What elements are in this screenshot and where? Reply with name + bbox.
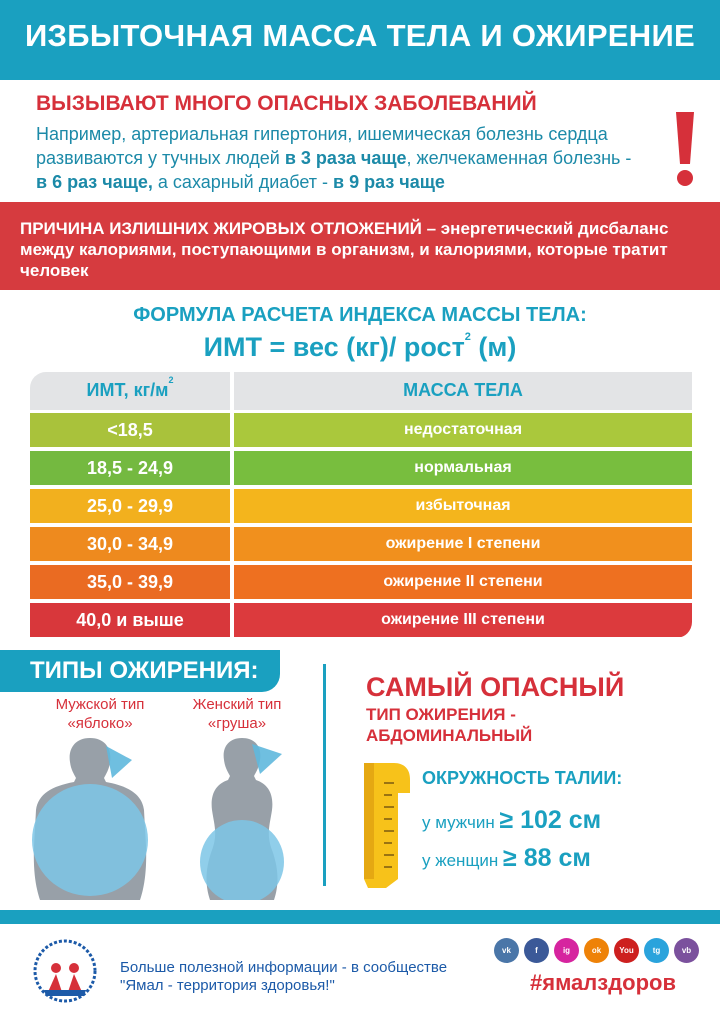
diseases-text-2: , желчекаменная болезнь - (406, 148, 632, 168)
diseases-text-3: а сахарный диабет - (152, 172, 334, 192)
female-silhouette-icon (200, 738, 284, 900)
bmi-range: 40,0 и выше (30, 603, 230, 637)
male-type-label: Мужской тип «яблоко» (55, 696, 145, 732)
footer-text-line-2: "Ямал - территория здоровья!" (120, 977, 335, 994)
types-title: ТИПЫ ОЖИРЕНИЯ: (30, 657, 259, 684)
youtube-icon[interactable]: You (614, 938, 639, 963)
footer-text-line-1: Больше полезной информации - в сообществе (120, 959, 448, 976)
bmi-category: недостаточная (234, 413, 692, 447)
bmi-table (30, 372, 692, 638)
bmi-header-left-text: ИМТ, кг/м (86, 380, 169, 400)
formula-part-2: (м) (470, 332, 517, 362)
bmi-header-left (30, 375, 230, 401)
formula-sup: 2 (464, 331, 471, 343)
odnoklassniki-icon[interactable]: ok (584, 938, 609, 963)
exclamation-icon (662, 108, 708, 188)
bmi-header-right: МАССА ТЕЛА (403, 380, 523, 400)
bmi-category: нормальная (234, 451, 692, 485)
vk-icon[interactable]: vk (494, 938, 519, 963)
diseases-bold-3: в 9 раз чаще (333, 172, 445, 192)
facebook-icon[interactable]: f (524, 938, 549, 963)
danger-subtitle-line-2: АБДОМИНАЛЬНЫЙ (366, 726, 533, 745)
bmi-row (30, 527, 692, 561)
waist-men-value: ≥ 102 см (499, 806, 602, 834)
community-logo-icon (26, 938, 104, 1004)
waist-women-label: у женщин (422, 851, 504, 870)
telegram-icon[interactable]: tg (644, 938, 669, 963)
bmi-category: избыточная (234, 489, 692, 523)
waist-women (422, 844, 591, 873)
instagram-icon[interactable]: ig (554, 938, 579, 963)
hashtag[interactable]: #ямалздоров (530, 970, 677, 995)
footer-band (0, 910, 720, 924)
formula-part-1: ИМТ = вес (кг)/ рост (203, 332, 465, 362)
bmi-range: 35,0 - 39,9 (30, 565, 230, 599)
danger-title: САМЫЙ ОПАСНЫЙ (366, 672, 625, 702)
diseases-text-1: Например, артериальная гипертония, ишемическая болезнь сердца развиваются у тучных людей (36, 124, 608, 168)
waist-men-label: у мужчин (422, 813, 500, 832)
waist-women-value: ≥ 88 см (503, 844, 591, 872)
bmi-row (30, 451, 692, 485)
bmi-row (30, 413, 692, 447)
section-divider (323, 664, 326, 886)
diseases-text (36, 122, 676, 194)
footer-text (120, 959, 447, 995)
bmi-range: <18,5 (30, 413, 230, 447)
male-silhouette-icon (32, 738, 148, 900)
bmi-category: ожирение II степени (234, 565, 692, 599)
female-type-label: Женский тип «груша» (192, 696, 282, 732)
bmi-range: 30,0 - 34,9 (30, 527, 230, 561)
bmi-range: 18,5 - 24,9 (30, 451, 230, 485)
danger-subtitle-line-1: ТИП ОЖИРЕНИЯ - (366, 705, 516, 724)
diseases-title: ВЫЗЫВАЮТ МНОГО ОПАСНЫХ ЗАБОЛЕВАНИЙ (36, 92, 537, 115)
bmi-row (30, 489, 692, 523)
viber-icon[interactable]: vb (674, 938, 699, 963)
bmi-category: ожирение I степени (234, 527, 692, 561)
bmi-range: 25,0 - 29,9 (30, 489, 230, 523)
danger-subtitle (366, 704, 532, 746)
page-title: ИЗБЫТОЧНАЯ МАССА ТЕЛА И ОЖИРЕНИЕ (24, 18, 696, 53)
diseases-bold-1: в 3 раза чаще (284, 148, 407, 168)
measuring-tape-icon (360, 763, 414, 888)
waist-title: ОКРУЖНОСТЬ ТАЛИИ: (422, 768, 623, 788)
bmi-row (30, 603, 692, 637)
body-silhouettes (20, 738, 310, 900)
waist-men (422, 806, 601, 835)
formula (0, 332, 720, 363)
table-column-divider (230, 372, 234, 638)
bmi-header-left-sup: 2 (168, 375, 174, 385)
diseases-bold-2: в 6 раз чаще, (36, 172, 153, 192)
bmi-row (30, 565, 692, 599)
cause-text: ПРИЧИНА ИЗЛИШНИХ ЖИРОВЫХ ОТЛОЖЕНИЙ – энергетический дисбаланс между калориями, поступающими в организм, и калориями, которые тратит человек (20, 219, 669, 280)
formula-title: ФОРМУЛА РАСЧЕТА ИНДЕКСА МАССЫ ТЕЛА: (133, 304, 587, 326)
bmi-category: ожирение III степени (234, 603, 692, 637)
